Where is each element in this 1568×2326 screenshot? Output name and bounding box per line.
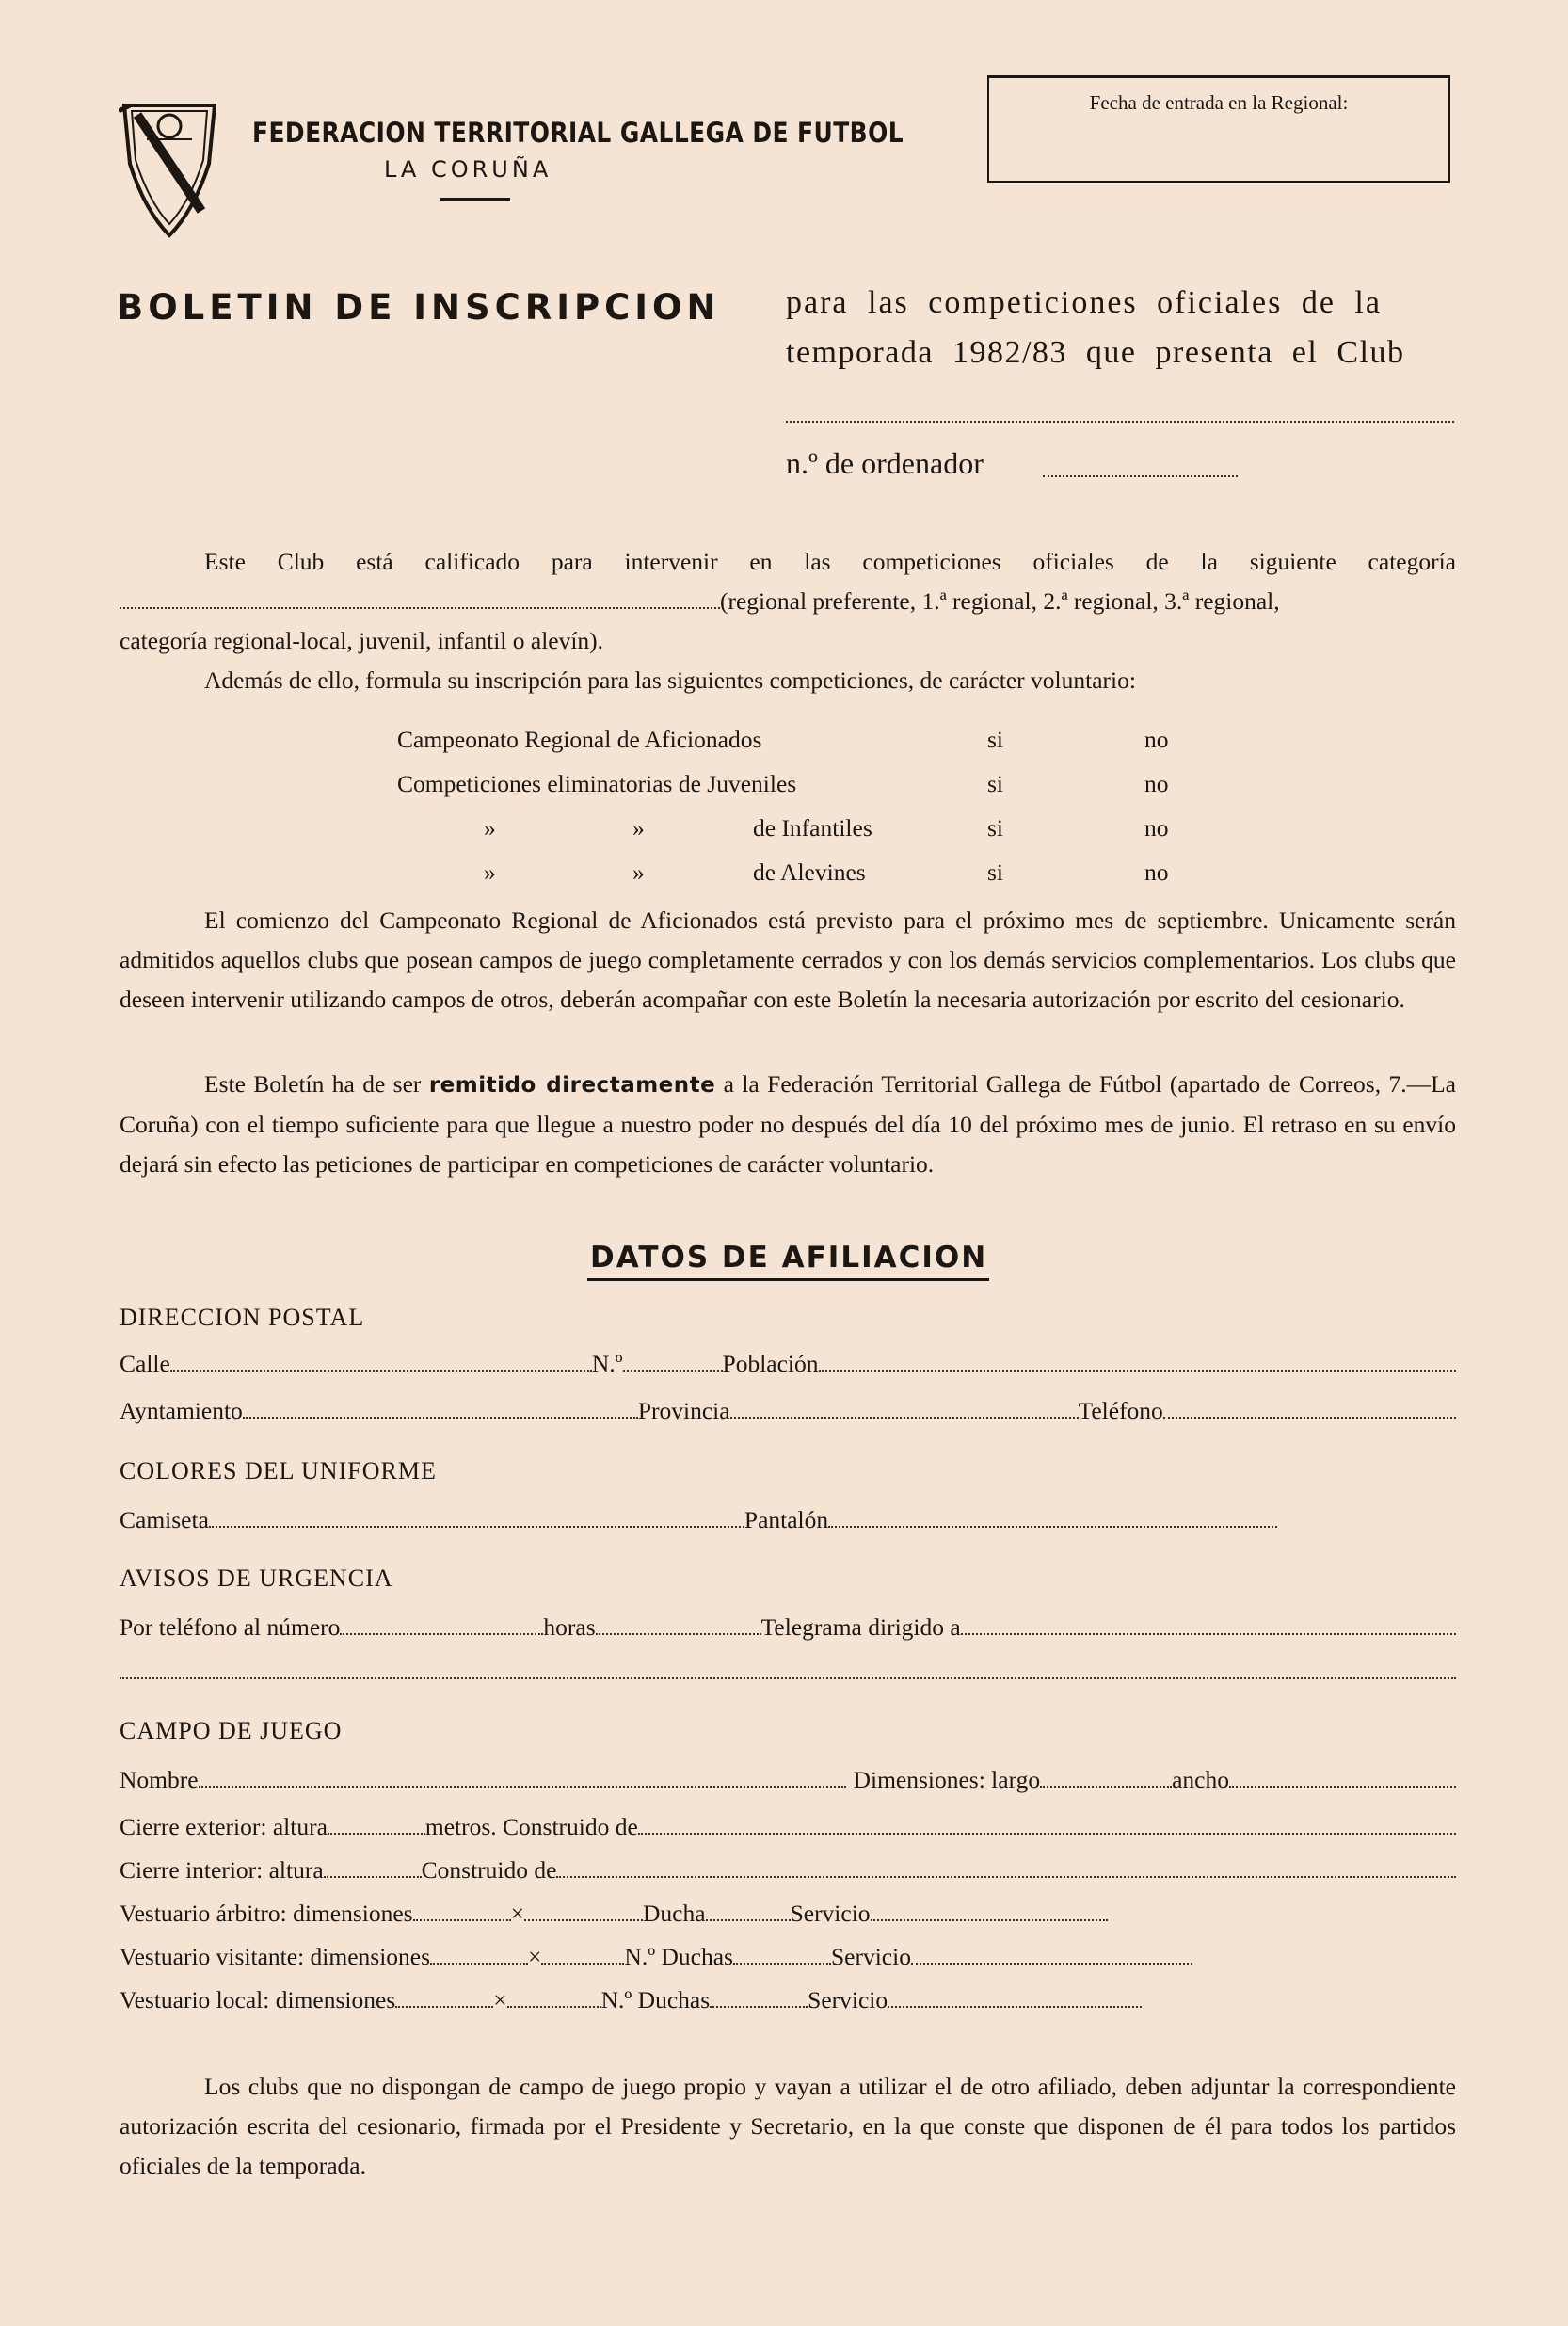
times-sign: ×	[528, 1943, 542, 1970]
town-label: Población	[722, 1350, 819, 1377]
ordenador-label: n.º de ordenador	[786, 446, 984, 480]
uniform-row	[120, 1500, 1277, 1534]
telegram-field-continued[interactable]	[120, 1677, 1456, 1679]
inner-fence-built-label: Construido de	[421, 1856, 557, 1884]
competition-si-option[interactable]: si	[987, 858, 1004, 886]
telegram-field[interactable]	[961, 1633, 1456, 1635]
shorts-label: Pantalón	[744, 1506, 829, 1533]
visitor-showers-field[interactable]	[733, 1963, 831, 1965]
telegram-label: Telegrama dirigido a	[760, 1613, 961, 1641]
inner-fence-row	[120, 1851, 1456, 1885]
address-row-2	[120, 1391, 1456, 1425]
ditto-mark: »	[484, 814, 496, 842]
competition-si-option[interactable]: si	[987, 814, 1004, 842]
municipality-label: Ayntamiento	[120, 1397, 243, 1424]
competition-no-option[interactable]: no	[1144, 770, 1169, 797]
category-line-2	[120, 582, 1456, 621]
hours-label: horas	[543, 1613, 596, 1641]
number-field[interactable]	[623, 1370, 723, 1372]
number-label: N.º	[591, 1350, 623, 1377]
urgent-notices-heading: AVISOS DE URGENCIA	[120, 1564, 393, 1592]
competition-name: de Infantiles	[753, 814, 872, 842]
visitor-room-label: Vestuario visitante: dimensiones	[120, 1943, 431, 1970]
shorts-field[interactable]	[828, 1526, 1277, 1528]
ditto-mark: »	[632, 858, 645, 886]
season-start-paragraph: El comienzo del Campeonato Regional de Aficionados está previsto para el próximo mes de septiembre. Unicamente serán admitidos aquellos clubs que posean campos de juego completamente cerrados y con los demás servicios complementarios. Los clubs que deseen intervenir utilizando campos de otros, deberán acompañar con este Boletín la necesaria autorización por escrito del cesionario.	[120, 906, 1456, 1013]
town-field[interactable]	[819, 1370, 1456, 1372]
submission-emphasis: remitido directamente	[428, 1073, 716, 1098]
playing-field-heading: CAMPO DE JUEGO	[120, 1717, 343, 1744]
submission-paragraph	[120, 1065, 1456, 1184]
outer-fence-row	[120, 1807, 1456, 1841]
competition-name: de Alevines	[753, 858, 866, 886]
outer-fence-height-field[interactable]	[328, 1833, 425, 1835]
inner-fence-height-field[interactable]	[324, 1876, 422, 1878]
phone-field[interactable]	[1163, 1417, 1456, 1419]
local-room-dim2-field[interactable]	[507, 2006, 601, 2008]
urgent-row	[120, 1608, 1456, 1642]
local-showers-field[interactable]	[710, 2006, 808, 2008]
ditto-mark: »	[632, 814, 645, 842]
field-name-field[interactable]	[199, 1786, 846, 1788]
category-options: (regional preferente, 1.ª regional, 2.ª regional, 3.ª regional,	[720, 587, 1280, 615]
affiliation-section-title: DATOS DE AFILIACION	[590, 1241, 988, 1275]
postal-address-heading: DIRECCION POSTAL	[120, 1304, 365, 1331]
header-rule	[440, 198, 510, 201]
title-continuation-2: temporada 1982/83 que presenta el Club	[786, 335, 1405, 370]
visitor-room-dim2-field[interactable]	[541, 1963, 624, 1965]
field-name-row	[120, 1760, 1456, 1794]
shower-label: Ducha	[643, 1900, 706, 1927]
times-sign: ×	[493, 1986, 507, 2013]
shirt-label: Camiseta	[120, 1506, 209, 1533]
form-title: BOLETIN DE INSCRIPCION	[117, 287, 721, 328]
ditto-mark: »	[484, 858, 496, 886]
competition-name: Campeonato Regional de Aficionados	[397, 726, 762, 753]
service-label: Servicio	[808, 1986, 888, 2013]
category-line-3: categoría regional-local, juvenil, infantil o alevín).	[120, 627, 604, 654]
category-line-1: Este Club está calificado para intervenir en las competiciones oficiales de la siguiente categoría	[204, 548, 1456, 575]
municipality-field[interactable]	[243, 1417, 638, 1419]
field-name-label: Nombre	[120, 1766, 199, 1793]
visitor-room-dim1-field[interactable]	[430, 1963, 528, 1965]
competition-si-option[interactable]: si	[987, 770, 1004, 797]
referee-service-field[interactable]	[871, 1919, 1108, 1921]
referee-room-row	[120, 1894, 1108, 1928]
referee-shower-field[interactable]	[706, 1919, 791, 1921]
federation-name: FEDERACION TERRITORIAL GALLEGA DE FUTBOL	[252, 117, 904, 149]
submission-text-1: Este Boletín ha de ser	[204, 1070, 429, 1098]
inner-fence-material-field[interactable]	[556, 1876, 1456, 1878]
local-room-dim1-field[interactable]	[395, 2006, 493, 2008]
competition-no-option[interactable]: no	[1144, 814, 1169, 842]
urgent-phone-field[interactable]	[340, 1633, 543, 1635]
visitor-room-row	[120, 1937, 1192, 1971]
showers-label: N.º Duchas	[600, 1986, 711, 2013]
section-title-rule	[587, 1278, 989, 1281]
service-label: Servicio	[790, 1900, 871, 1927]
outer-fence-built-label: metros. Construido de	[424, 1813, 638, 1840]
voluntary-intro: Además de ello, formula su inscripción para las siguientes competiciones, de carácter voluntario:	[204, 666, 1136, 694]
entry-date-label: Fecha de entrada en la Regional:	[1089, 91, 1349, 114]
street-field[interactable]	[170, 1370, 592, 1372]
local-room-label: Vestuario local: dimensiones	[120, 1986, 396, 2013]
showers-label: N.º Duchas	[624, 1943, 733, 1970]
hours-field[interactable]	[596, 1633, 761, 1635]
referee-room-dim2-field[interactable]	[524, 1919, 643, 1921]
federation-crest-icon	[119, 98, 220, 239]
competition-no-option[interactable]: no	[1144, 858, 1169, 886]
competition-si-option[interactable]: si	[987, 726, 1004, 753]
referee-room-label: Vestuario árbitro: dimensiones	[120, 1900, 413, 1927]
ordenador-field[interactable]	[1043, 475, 1238, 477]
shirt-field[interactable]	[209, 1526, 744, 1528]
category-paragraph	[120, 542, 1456, 700]
competition-no-option[interactable]: no	[1144, 726, 1169, 753]
inner-fence-label: Cierre interior: altura	[120, 1856, 324, 1884]
submission-text-2: a la Federación Territorial Gallega de Fútbol (apartado de Correos, 7.—La Coruña) con el tiempo suficiente para que llegue a nuestro poder no después del día 10 del próximo mes de junio. El retraso en su envío dejará sin efecto las peticiones de participar en competiciones de carácter voluntario.	[120, 1070, 1457, 1178]
times-sign: ×	[510, 1900, 524, 1927]
length-field[interactable]	[1040, 1786, 1172, 1788]
category-field[interactable]	[120, 585, 720, 609]
province-field[interactable]	[730, 1417, 1079, 1419]
address-row-1	[120, 1344, 1456, 1378]
uniform-colors-heading: COLORES DEL UNIFORME	[120, 1457, 437, 1484]
club-name-field[interactable]	[786, 421, 1454, 423]
outer-fence-label: Cierre exterior: altura	[120, 1813, 328, 1840]
title-continuation-1: para las competiciones oficiales de la	[786, 285, 1382, 320]
entry-date-box[interactable]	[987, 75, 1450, 183]
visitor-service-field[interactable]	[911, 1963, 1192, 1965]
phone-label: Teléfono	[1078, 1397, 1163, 1424]
competition-name: Competiciones eliminatorias de Juveniles	[397, 770, 797, 797]
federation-city: LA CORUÑA	[384, 156, 552, 183]
province-label: Provincia	[637, 1397, 730, 1424]
local-service-field[interactable]	[888, 2006, 1142, 2008]
outer-fence-material-field[interactable]	[638, 1833, 1456, 1835]
phone-number-label: Por teléfono al número	[120, 1613, 341, 1641]
length-label: Dimensiones: largo	[853, 1766, 1041, 1793]
local-room-row	[120, 1981, 1142, 2014]
service-label: Servicio	[830, 1943, 911, 1970]
referee-room-dim1-field[interactable]	[413, 1919, 511, 1921]
width-field[interactable]	[1229, 1786, 1456, 1788]
footer-note: Los clubs que no dispongan de campo de juego propio y vayan a utilizar el de otro afiliado, deben adjuntar la correspondiente autorización escrita del cesionario, firmada por el Presidente y Secretario, en la que conste que disponen de él para todos los partidos oficiales de la temporada.	[120, 2073, 1456, 2179]
street-label: Calle	[120, 1350, 170, 1377]
width-label: ancho	[1172, 1766, 1229, 1793]
